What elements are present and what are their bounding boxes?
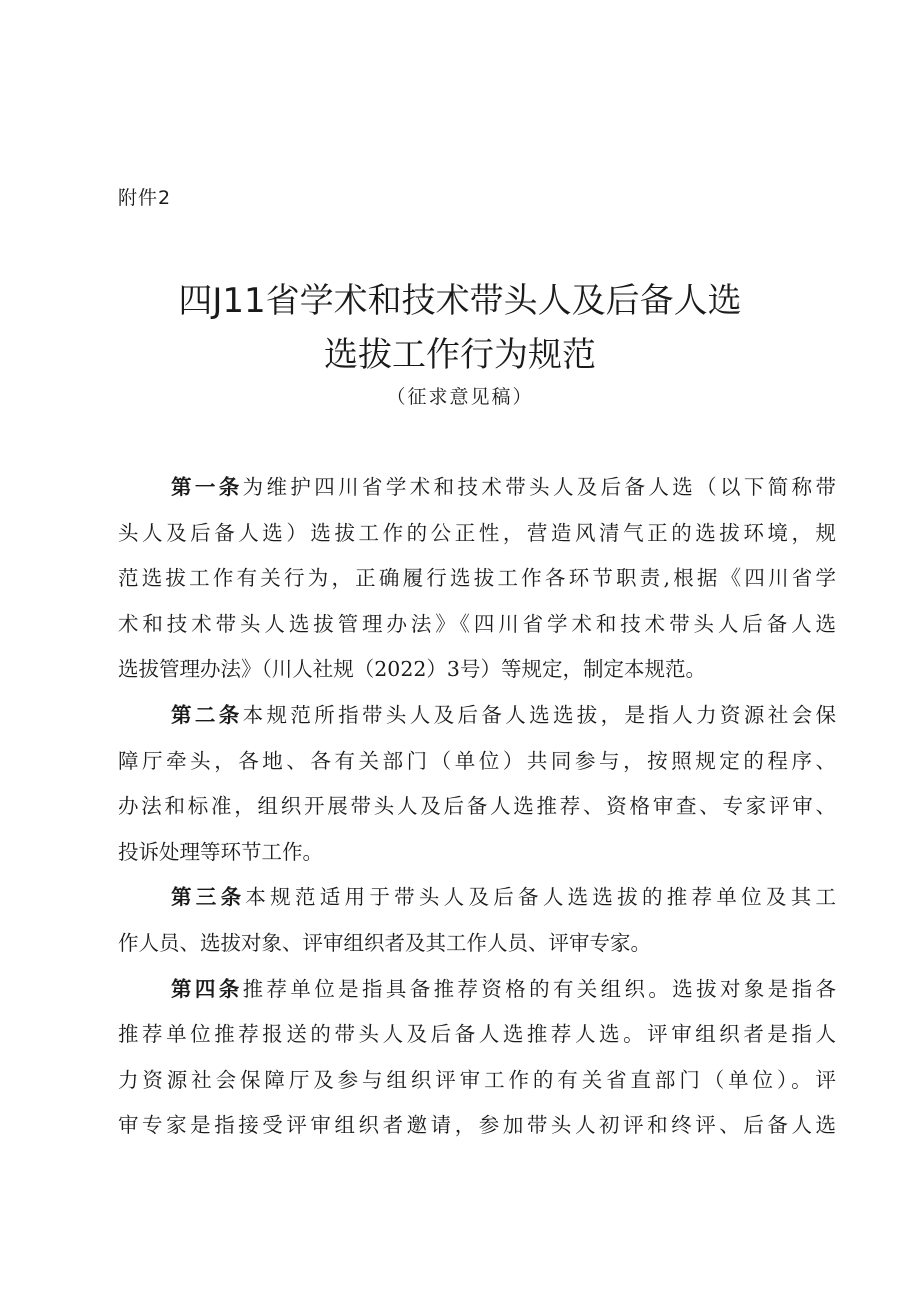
article-2-line-1 [118,693,836,739]
article-1-line-3: 范选拔工作有关行为，正确履行选拔工作各环节职责,根据《四川省学 [118,566,836,591]
article-1-line-2: 头人及后备人选）选拔工作的公正性，营造风清气正的选拔环境，规 [118,520,836,545]
article-3-label: 第三条 [171,885,246,910]
article-3-text: 本规范适用于带头人及后备人选选拔的推荐单位及其工 [245,885,837,910]
document-title-line-1: 四J11省学术和技术带头人及后备人选 [178,281,742,321]
article-4-label: 第四条 [171,976,243,1001]
article-4-line-2: 推荐单位推荐报送的带头人及后备人选推荐人选。评审组织者是指人 [118,1022,836,1047]
attachment-label: 附件2 [118,187,172,209]
article-3-line-1 [118,875,836,921]
article-1-label: 第一条 [171,475,243,499]
article-4-text: 推荐单位是指具备推荐资格的有关组织。选拔对象是指各 [242,976,837,1001]
article-1-line-1 [118,465,836,511]
article-2-line-4: 投诉处理等环节工作。 [118,839,323,864]
article-4-line-3: 力资源社会保障厅及参与组织评审工作的有关省直部门（单位）。评 [118,1067,836,1092]
article-2-line-2: 障厅牵头，各地、各有关部门（单位）共同参与，按照规定的程序、 [118,748,836,773]
document-title-line-2: 选拔工作行为规范 [324,335,596,375]
article-2-line-3: 办法和标准，组织开展带头人及后备人选推荐、资格审查、专家评审、 [118,794,836,819]
article-2-label: 第二条 [171,702,243,727]
article-2-text: 本规范所指带头人及后备人选选拔，是指人力资源社会保 [242,702,837,727]
document-subtitle: （征求意见稿） [386,386,534,408]
article-1-line-4: 术和技术带头人选拔管理办法》《四川省学术和技术带头人后备人选 [118,611,836,636]
article-4-line-4: 审专家是指接受评审组织者邀请，参加带头人初评和终评、后备人选 [118,1113,836,1138]
article-1-line-5: 选拔管理办法》（川人社规（2022）3号）等规定，制定本规范。 [118,657,706,682]
article-1-text: 为维护四川省学术和技术带头人及后备人选（以下简称带 [242,475,837,499]
article-3-line-2: 作人员、选拔对象、评审组织者及其工作人员、评审专家。 [118,930,651,955]
article-4-line-1 [118,967,836,1013]
document-body [118,465,836,1149]
